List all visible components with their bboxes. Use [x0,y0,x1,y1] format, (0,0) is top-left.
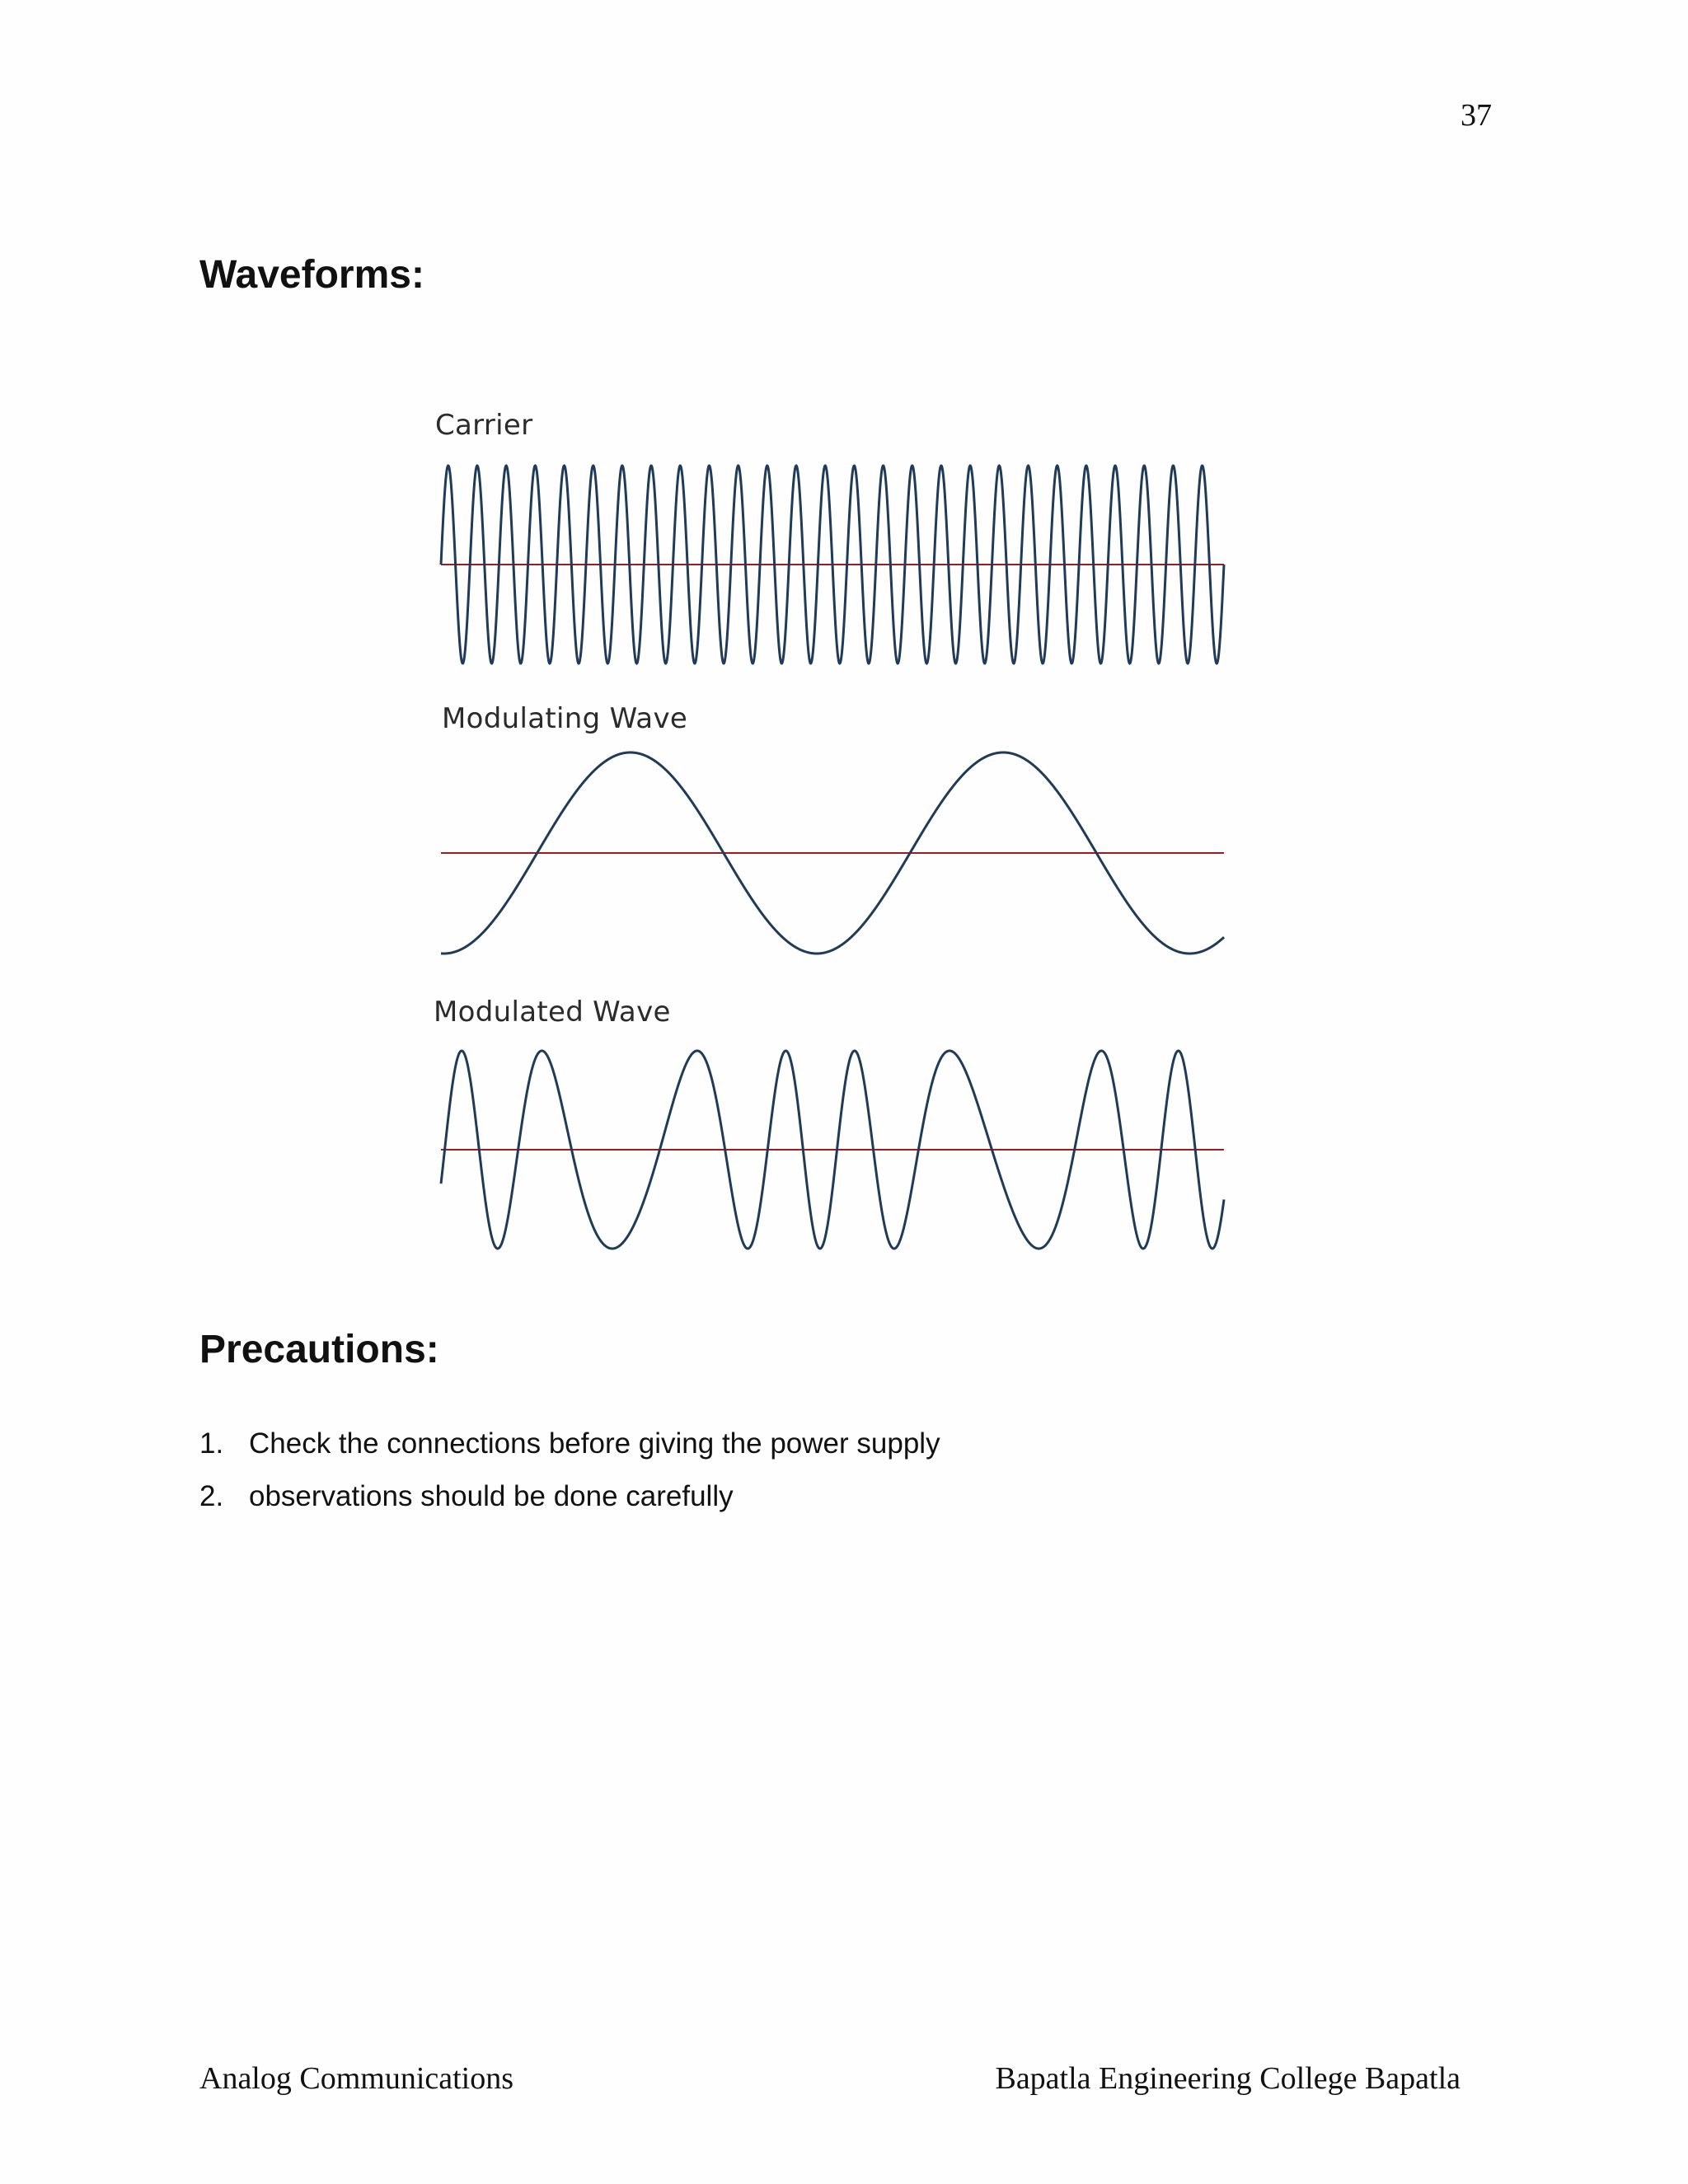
footer-course-title: Analog Communications [199,2061,514,2096]
list-item [199,1470,940,1523]
modulating-wave-label: Modulating Wave [442,702,688,735]
list-item-number: 1. [199,1427,224,1460]
list-item-text: Check the connections before giving the power supply [249,1427,940,1460]
modulated-wave-label: Modulated Wave [434,996,671,1029]
carrier-label: Carrier [435,409,533,442]
precautions-list [199,1418,940,1523]
modulating-waveform [437,746,1228,968]
carrier-waveform [437,453,1228,676]
list-item [199,1418,940,1470]
precautions-heading: Precautions: [199,1328,439,1371]
modulated-waveform [437,1038,1228,1261]
waveforms-heading: Waveforms: [199,253,424,297]
list-item-number: 2. [199,1480,224,1512]
footer-college-name: Bapatla Engineering College Bapatla [995,2061,1461,2096]
page-number: 37 [1461,98,1492,133]
list-item-text: observations should be done carefully [249,1480,734,1512]
